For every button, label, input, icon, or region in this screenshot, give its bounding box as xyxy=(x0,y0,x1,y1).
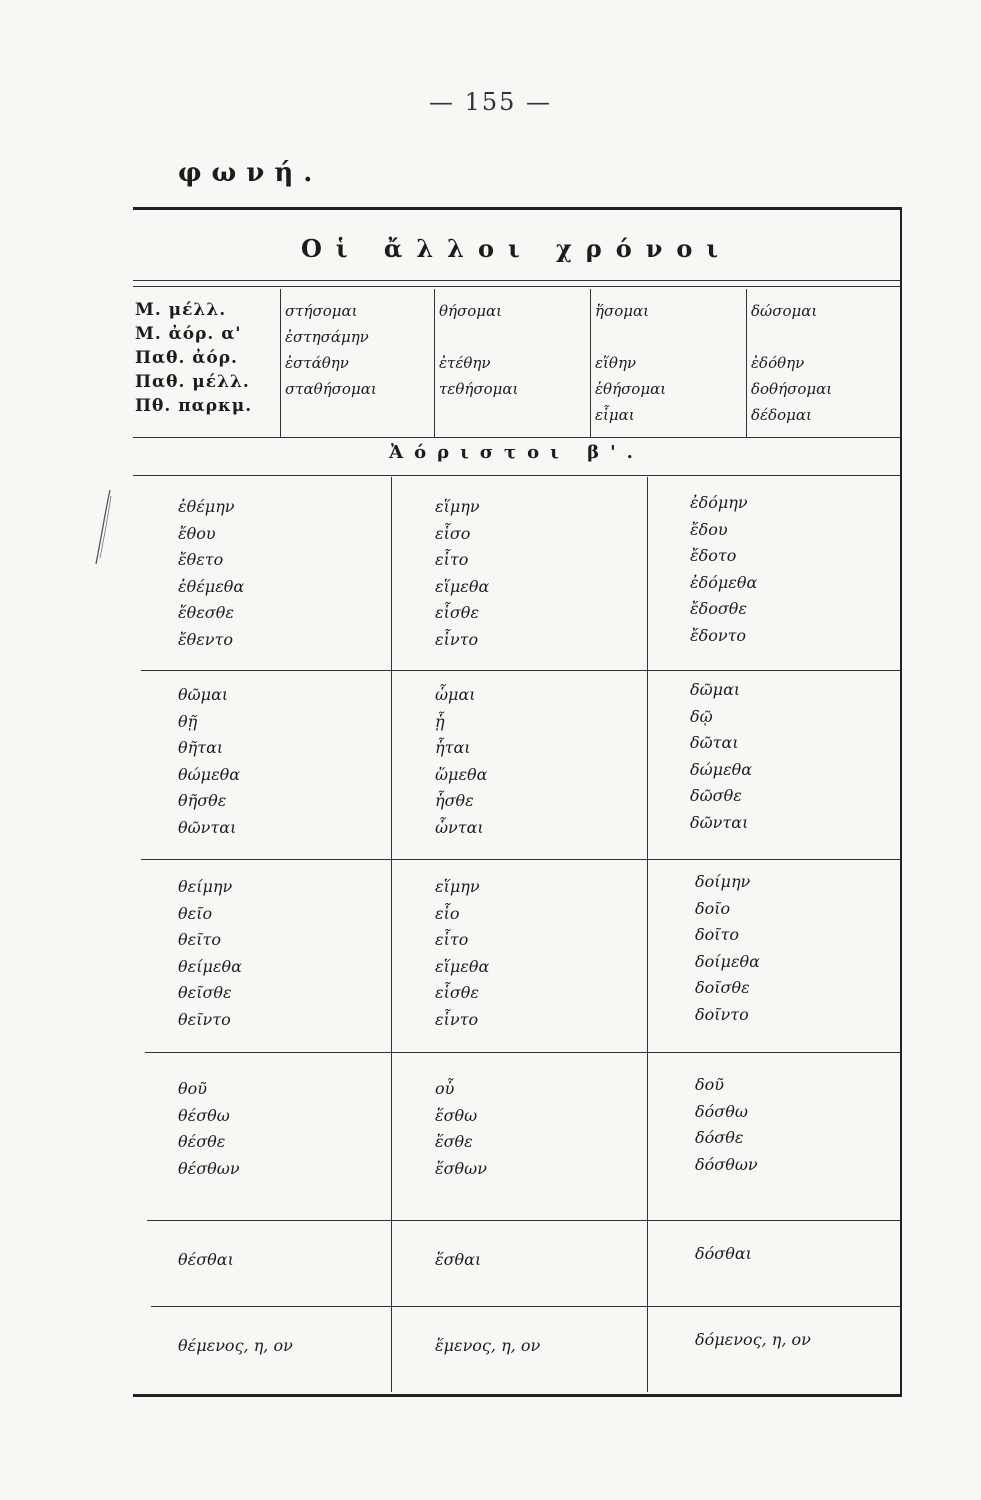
form-cell xyxy=(178,494,244,653)
table-title: Οἱ ἄλλοι χρόνοι xyxy=(300,234,732,263)
verb-form: τεθήσομαι xyxy=(439,380,519,398)
verb-form: ἔθεντο xyxy=(178,629,234,649)
verb-form: ἐθέμην xyxy=(178,497,235,516)
verb-form: ἔθου xyxy=(178,523,216,543)
verb-form: ἐστάθην xyxy=(285,354,349,372)
verb-form: θέσθων xyxy=(178,1158,240,1178)
verb-form: εἷτο xyxy=(435,930,469,949)
verb-form: δῶται xyxy=(690,733,739,752)
rule xyxy=(145,1052,900,1053)
form-cell xyxy=(695,1072,758,1178)
verb-form: ὧνται xyxy=(435,817,484,837)
verb-form: ἔδοντο xyxy=(690,625,747,645)
participle-form: ἕμενος, η, ον xyxy=(435,1336,541,1355)
verb-form: ἔδοσθε xyxy=(690,599,747,618)
verb-form: θῆσθε xyxy=(178,791,227,810)
verb-form: δῶμαι xyxy=(690,680,741,699)
verb-form: ἐδόμην xyxy=(690,493,748,512)
verb-form: δοῖο xyxy=(695,898,731,918)
verb-form: ἐτέθην xyxy=(439,354,491,372)
participle-form: θέμενος, η, ον xyxy=(178,1336,293,1355)
verb-form: ἔθετο xyxy=(178,550,224,569)
verb-form: ἕσθων xyxy=(435,1158,487,1178)
verb-form: ἔδοτο xyxy=(690,546,737,565)
participle-form: δόμενος, η, ον xyxy=(695,1330,811,1349)
rule xyxy=(133,280,900,281)
form-cell xyxy=(435,682,487,841)
verb-form: εἷσθε xyxy=(435,983,479,1002)
rule xyxy=(133,437,900,438)
verb-form: ἐδόμεθα xyxy=(690,572,758,592)
page-number: — 155 — xyxy=(428,88,553,116)
rule xyxy=(434,289,435,437)
verb-form: δοίμεθα xyxy=(695,951,760,971)
form-cell xyxy=(695,869,760,1028)
infinitive-form: ἕσθαι xyxy=(435,1250,482,1269)
form-cell xyxy=(690,490,757,649)
infinitive-form: θέσθαι xyxy=(178,1250,234,1269)
verb-form: ἑθήσομαι xyxy=(595,380,667,398)
form-cell xyxy=(435,1076,487,1182)
verb-form: δῶνται xyxy=(690,812,749,832)
verb-form: δόσθω xyxy=(695,1101,748,1121)
verb-form: ἥσομαι xyxy=(595,302,650,320)
verb-form: θείμεθα xyxy=(178,956,242,976)
verb-form: ὥμεθα xyxy=(435,764,488,784)
tense-label: Πθ. παρκμ. xyxy=(135,396,253,416)
verb-form xyxy=(439,402,518,428)
verb-form: δόσθων xyxy=(695,1154,758,1174)
verb-form: ἧσθε xyxy=(435,791,474,810)
verb-form: εἵμεθα xyxy=(435,956,490,976)
rule xyxy=(647,477,648,1392)
aorist-title: Ἀόριστοι β'. xyxy=(389,442,644,463)
rule xyxy=(746,289,747,437)
verb-form xyxy=(595,324,666,350)
voice-heading: φωνή. xyxy=(178,158,323,188)
verb-form: εἷντο xyxy=(435,1009,479,1029)
verb-form: θεῖο xyxy=(178,903,213,923)
verb-form: εἵθην xyxy=(595,354,637,372)
verb-form: ᾗ xyxy=(435,711,445,731)
form-cell xyxy=(178,1076,240,1182)
tense-label: Παθ. μέλλ. xyxy=(135,372,250,392)
verb-form: δῶσθε xyxy=(690,786,742,805)
verb-form xyxy=(439,324,518,350)
form-cell xyxy=(690,677,752,836)
tense-label: Μ. ἀόρ. α' xyxy=(135,324,242,344)
verb-form: δοθήσομαι xyxy=(751,380,833,398)
infinitive-form: δόσθαι xyxy=(695,1244,752,1263)
verb-form: δοῖντο xyxy=(695,1004,749,1024)
verb-form: θεῖτο xyxy=(178,930,221,949)
verb-form: ἔδου xyxy=(690,519,728,539)
tense-label: Παθ. ἀόρ. xyxy=(135,348,238,368)
verb-form: δώσομαι xyxy=(751,302,818,320)
rule xyxy=(141,859,900,860)
form-cell xyxy=(178,682,240,841)
verb-form: εἷσθε xyxy=(435,603,479,622)
verb-form: θῇ xyxy=(178,711,198,731)
stem-column xyxy=(439,298,518,428)
verb-form: θείμην xyxy=(178,877,233,896)
verb-form: ἔθεσθε xyxy=(178,603,234,622)
verb-form: εἵμην xyxy=(435,877,480,896)
verb-form: δοῖτο xyxy=(695,925,740,944)
verb-form: ἕσθε xyxy=(435,1132,473,1151)
verb-form: θέσθω xyxy=(178,1105,230,1125)
verb-form: θώμεθα xyxy=(178,764,241,784)
verb-form: εἷσο xyxy=(435,523,471,543)
verb-form: δοῖσθε xyxy=(695,978,750,997)
rule xyxy=(280,289,281,437)
verb-form: εἷο xyxy=(435,903,460,923)
verb-form xyxy=(751,324,832,350)
verb-form: ὧμαι xyxy=(435,685,476,704)
verb-form: θῶνται xyxy=(178,817,237,837)
form-cell xyxy=(435,874,489,1033)
rule xyxy=(590,289,591,437)
verb-form: θέσθε xyxy=(178,1132,226,1151)
rule xyxy=(133,286,900,287)
verb-form: οὗ xyxy=(435,1079,455,1098)
verb-form: θῆται xyxy=(178,738,224,757)
verb-form: θῶμαι xyxy=(178,685,229,704)
verb-form: θεῖσθε xyxy=(178,983,232,1002)
margin-pencil-mark xyxy=(92,488,114,568)
verb-form: εἷμαι xyxy=(595,406,635,424)
rule xyxy=(141,670,900,671)
verb-form: δώμεθα xyxy=(690,759,753,779)
verb-form: θοῦ xyxy=(178,1079,207,1098)
verb-form: ἧται xyxy=(435,738,471,757)
verb-form xyxy=(285,402,377,428)
verb-form: σταθήσομαι xyxy=(285,380,377,398)
verb-form: ἐδόθην xyxy=(751,354,805,372)
verb-form: ἐθέμεθα xyxy=(178,576,245,596)
verb-form: δόσθε xyxy=(695,1128,744,1147)
verb-form: δέδομαι xyxy=(751,406,812,424)
verb-form: δοῦ xyxy=(695,1075,724,1094)
verb-form: δοίμην xyxy=(695,872,751,891)
rule xyxy=(391,477,392,1392)
rule xyxy=(151,1306,900,1307)
form-cell xyxy=(435,494,489,653)
tense-labels xyxy=(135,298,252,418)
verb-form: στήσομαι xyxy=(285,302,358,320)
verb-form: ἕσθω xyxy=(435,1105,478,1125)
stem-column xyxy=(751,298,832,428)
verb-form: εἷτο xyxy=(435,550,469,569)
rule xyxy=(147,1220,900,1221)
stem-column xyxy=(595,298,666,428)
verb-form: εἷντο xyxy=(435,629,479,649)
form-cell xyxy=(178,874,242,1033)
verb-form: δῷ xyxy=(690,706,713,726)
stem-column xyxy=(285,298,377,428)
verb-form: ἐστησάμην xyxy=(285,328,369,346)
verb-form: θεῖντο xyxy=(178,1009,231,1029)
rule xyxy=(133,475,900,476)
conjugation-table xyxy=(133,207,902,1397)
verb-form: θήσομαι xyxy=(439,302,503,320)
verb-form: εἵμην xyxy=(435,497,480,516)
tense-label: Μ. μέλλ. xyxy=(135,300,227,320)
verb-form: εἵμεθα xyxy=(435,576,490,596)
